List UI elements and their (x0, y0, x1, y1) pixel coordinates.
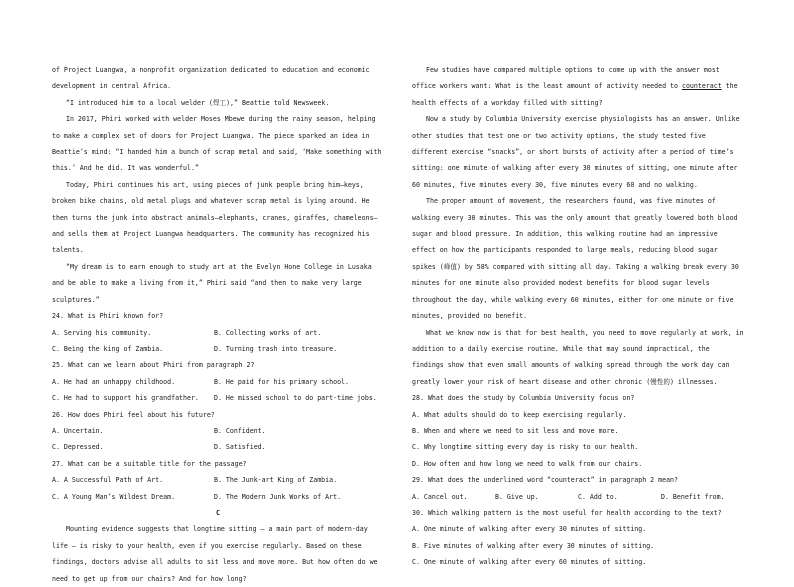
passage-b-paragraph: of Project Luangwa, a nonprofit organization dedicated to education and economic development in central Africa. (52, 66, 370, 91)
question-29: 29. What does the underlined word “counteract” in paragraph 2 mean? (412, 476, 678, 485)
option-d: D. Benefit from. (661, 492, 725, 501)
option-a: A. Cancel out. (412, 492, 468, 501)
option-a: A. A Successful Path of Art. (52, 476, 164, 485)
option-c: C. Depressed. (52, 443, 104, 452)
passage-c-paragraph: The proper amount of movement, the researchers found, was five minutes of walking every 30 minutes. This was the only amount that greatly lowered both blood sugar and blood pressure. In addition, this walking routine had an impressive effect on how the participants responded to large meals, reducing blood sugar spikes (峰值) by 58% compared with sitting all day. Taking a walking break every 30 minutes for one minute also provided modest benefits for blood sugar levels throughout the day, while walking every 60 minutes, either for one minute or five minutes, provided no benefit. (412, 197, 739, 321)
passage-b-quote: “I introduced him to a local welder (焊工),” Beattie told Newsweek. (66, 98, 330, 107)
paragraph-text: Few studies have compared multiple options to come up with the answer most office workers want: What is the least amount of activity needed to (412, 66, 720, 91)
option-c: C. Add to. (578, 492, 618, 501)
option-c: C. Being the king of Zambia. (52, 344, 164, 353)
option-c: C. He had to support his grandfather. (52, 394, 199, 403)
option-c: C. One minute of walking after every 60 minutes of sitting. (412, 558, 647, 567)
option-d: D. The Modern Junk Works of Art. (214, 492, 342, 501)
option-d: D. Satisfied. (214, 443, 266, 452)
left-column (52, 62, 384, 587)
question-28: 28. What does the study by Columbia University focus on? (412, 394, 635, 403)
passage-b-paragraph: “My dream is to earn enough to study art at the Evelyn Hone College in Lusaka and be able to make a living from it,” Phiri said “and then to make very large sculptures.” (52, 262, 372, 304)
question-24-options (52, 341, 384, 357)
option-d: D. He missed school to do part-time jobs. (214, 394, 377, 403)
question-25-options (52, 374, 384, 390)
question-27: 27. What can be a suitable title for the passage? (52, 459, 247, 468)
passage-c-paragraph (412, 62, 744, 111)
question-24: 24. What is Phiri known for? (52, 312, 164, 321)
question-26: 26. How does Phiri feel about his future? (52, 410, 215, 419)
option-b: B. Confident. (214, 426, 266, 435)
option-b: B. He paid for his primary school. (214, 377, 349, 386)
question-25-options (52, 390, 384, 406)
question-24-options (52, 325, 384, 341)
question-27-options (52, 472, 384, 488)
option-b: B. Five minutes of walking after every 30 minutes of sitting. (412, 541, 655, 550)
passage-b-paragraph: Today, Phiri continues his art, using pieces of junk people bring him—keys, broken bike chains, old metal plugs and whatever scrap metal is lying around. He then turns the junk into abstract animals—elephants, cranes, giraffes, chameleons—and sells them at Project Luangwa headquarters. The community has recognized his talents. (52, 180, 378, 255)
option-b: B. When and where we need to sit less and move more. (412, 426, 619, 435)
section-heading: C (216, 508, 220, 517)
paragraph-text: the health effects of a workday filled with sitting? (412, 82, 738, 107)
option-b: B. Give up. (495, 492, 539, 501)
option-a: A. One minute of walking after every 30 minutes of sitting. (412, 525, 647, 534)
question-26-options (52, 439, 384, 455)
question-27-options (52, 489, 384, 505)
option-a: A. Uncertain. (52, 426, 104, 435)
right-column (412, 62, 744, 571)
option-c: C. Why longtime sitting every day is risky to our health. (412, 443, 639, 452)
option-d: D. Turning trash into treasure. (214, 344, 338, 353)
option-a: A. He had an unhappy childhood. (52, 377, 176, 386)
option-c: C. A Young Man’s Wildest Dream. (52, 492, 176, 501)
option-b: B. Collecting works of art. (214, 328, 322, 337)
option-a: A. What adults should do to keep exercising regularly. (412, 410, 627, 419)
option-d: D. How often and how long we need to walk from our chairs. (412, 459, 643, 468)
question-26-options (52, 423, 384, 439)
question-29-options (412, 489, 744, 505)
option-a: A. Serving his community. (52, 328, 152, 337)
passage-c-paragraph: Mounting evidence suggests that longtime sitting — a main part of modern-day life — is risky to your health, even if you exercise regularly. Based on these findings, doctors advise all adults to sit less and move more. But how often do we need to get up from our chairs? And for how long? (52, 525, 378, 583)
underlined-word: counteract (681, 82, 722, 91)
passage-c-paragraph: What we know now is that for best health, you need to move regularly at work, in addition to a daily exercise routine. While that may sound impractical, the findings show that even small amounts of walking spread through the work day can greatly lower your risk of heart disease and other chronic (慢性的) illnesses. (412, 328, 744, 386)
question-30: 30. Which walking pattern is the most useful for health according to the text? (412, 508, 722, 517)
passage-b-paragraph: In 2017, Phiri worked with welder Moses Mbewe during the rainy season, helping to make a complex set of doors for Project Luangwa. The piece sparked an idea in Beattie’s mind: “I handed him a bunch of scrap metal and said, ‘Make something with this.’ And he did. It was wonderful.” (52, 115, 382, 173)
option-b: B. The Junk-art King of Zambia. (214, 476, 338, 485)
question-25: 25. What can we learn about Phiri from paragraph 2? (52, 361, 255, 370)
passage-c-paragraph: Now a study by Columbia University exercise physiologists has an answer. Unlike other studies that test one or two activity options, the study tested five different exercise “snacks”, or short bursts of activity after a period of time’s sitting: one minute of walking after every 30 minutes of sitting, one minute after 60 minutes, five minutes every 30, five minutes every 60 and no walking. (412, 115, 740, 189)
